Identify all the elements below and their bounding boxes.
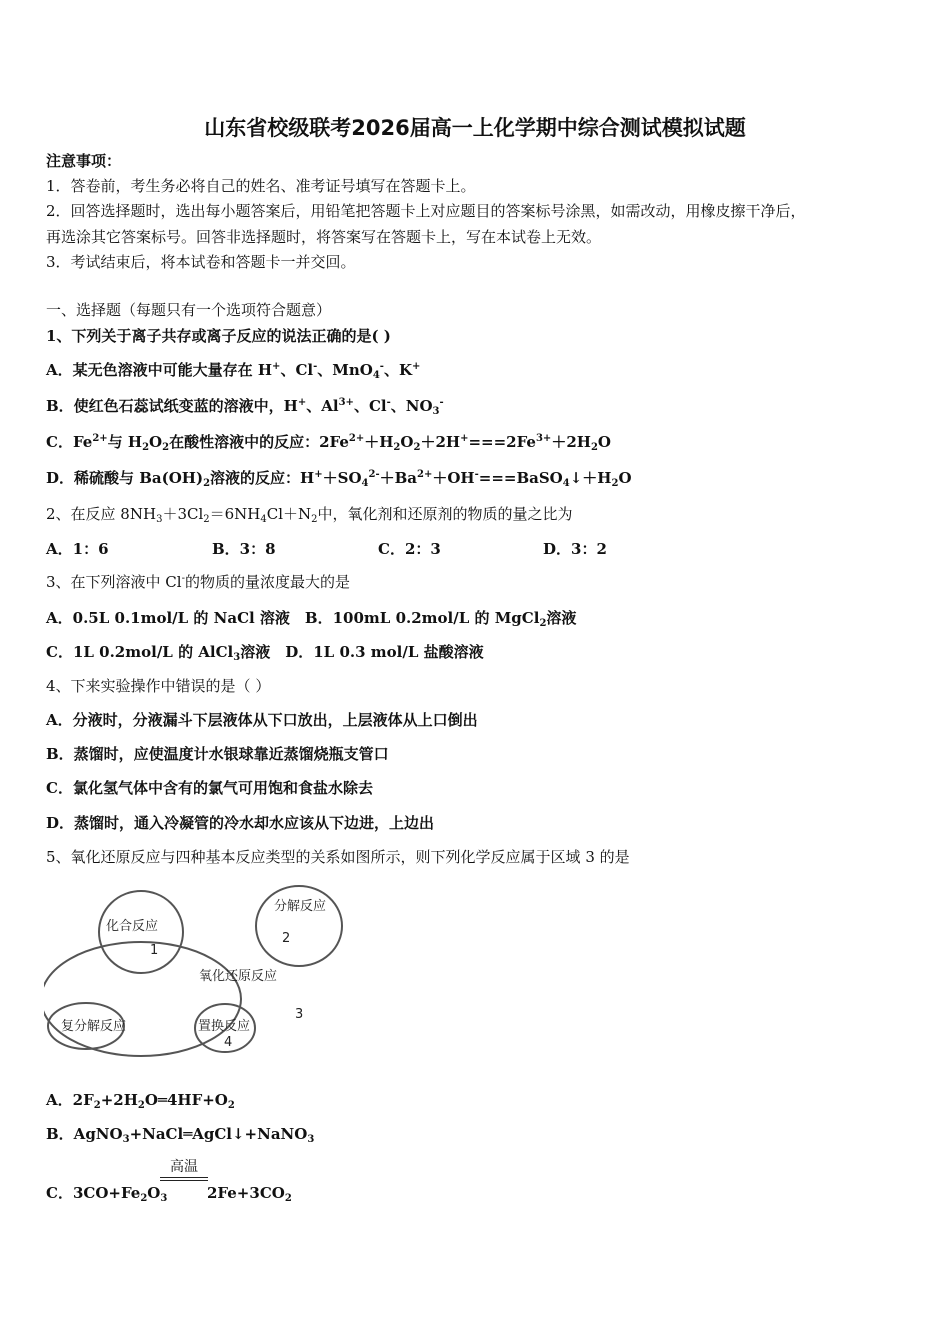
region-3-label: 3 xyxy=(295,1007,304,1022)
q5-option-b: B．AgNO$_3$+NaCl═AgCl↓+NaNO$_3$ xyxy=(46,1125,315,1145)
reaction-type-venn-diagram xyxy=(44,880,349,1060)
q1-option-a: A．某无色溶液中可能大量存在 H+、Cl-、MnO$_4$-、K+ xyxy=(46,361,421,381)
q1-option-b: B．使红色石蕊试纸变蓝的溶液中，H+、$Al^{3+}$、Cl-、$NO_3^-$ xyxy=(46,397,444,417)
q5-option-a: A．$2F_2+2H_2O═4HF+O_2$ xyxy=(46,1091,235,1111)
decomposition-circle xyxy=(256,886,342,966)
label-displacement: 置换反应 xyxy=(198,1019,251,1034)
q5-option-c: C．$3CO+Fe_2O_3$ xyxy=(46,1184,168,1204)
label-decomposition: 分解反应 xyxy=(274,899,327,914)
q4-option-c: C．氯化氢气体中含有的氯气可用饱和食盐水除去 xyxy=(46,779,373,797)
page-title: 山东省校级联考2026届高一上化学期中综合测试模拟试题 xyxy=(204,116,746,140)
notice-item: 再选涂其它答案标号。回答非选择题时，将答案写在答题卡上，写在本试卷上无效。 xyxy=(46,228,602,246)
q3-options-cd: C．1L 0.2mol/L 的 AlCl$_3$溶液 D．1L 0.3 mol/L 盐酸溶液 xyxy=(46,643,484,663)
question-3-stem: 3、在下列溶液中 Cl-的物质的量浓度最大的是 xyxy=(46,573,350,591)
region-1-label: 1 xyxy=(150,943,159,958)
q2-option-a: A．1：6 xyxy=(46,540,109,558)
q4-option-d: D．蒸馏时，通入冷凝管的冷水却水应该从下边进，上边出 xyxy=(46,814,435,832)
q1-option-c: C．$Fe^{2+}$与 $H_2O_2$在酸性溶液中的反应：$2Fe^{2+}+H_2O_2+2H^+===2Fe^{3+}+2H_2O$ xyxy=(46,433,611,453)
q3-options-ab: A．0.5L 0.1mol/L 的 NaCl 溶液 B．100mL 0.2mol/L 的 MgCl$_2$溶液 xyxy=(46,609,577,629)
label-double-displacement: 复分解反应 xyxy=(61,1019,127,1034)
section-heading: 一、选择题（每题只有一个选项符合题意） xyxy=(46,301,332,319)
redox-ellipse xyxy=(44,942,241,1056)
label-redox: 氧化还原反应 xyxy=(199,969,278,984)
question-1-stem: 1、下列关于离子共存或离子反应的说法正确的是( ) xyxy=(46,327,391,345)
question-5-stem: 5、氧化还原反应与四种基本反应类型的关系如图所示，则下列化学反应属于区域 3 的是 xyxy=(46,848,630,866)
notice-item: 1．答卷前，考生务必将自己的姓名、准考证号填写在答题卡上。 xyxy=(46,177,476,195)
notice-item: 2．回答选择题时，选出每小题答案后，用铅笔把答题卡上对应题目的答案标号涂黑，如需改动，用橡皮擦干净后， xyxy=(46,202,806,220)
q5-option-c-products: $2Fe+3CO_2$ xyxy=(207,1184,292,1204)
region-2-label: 2 xyxy=(282,931,291,946)
q4-option-b: B．蒸馏时，应使温度计水银球靠近蒸馏烧瓶支管口 xyxy=(46,745,389,763)
reaction-condition-high-temp: 高温 xyxy=(160,1156,208,1181)
notice-item: 3．考试结束后，将本试卷和答题卡一并交回。 xyxy=(46,253,356,271)
q2-option-b: B．3：8 xyxy=(212,540,276,558)
q2-option-c: C．2：3 xyxy=(378,540,441,558)
q2-option-d: D．3：2 xyxy=(543,540,607,558)
question-2-stem: 2、在反应 $8NH_3+3Cl_2=6NH_4Cl+N_2$中，氧化剂和还原剂的物质的量之比为 xyxy=(46,505,573,525)
q1-option-d: D．稀硫酸与 $Ba(OH)_2$溶液的反应：$H^++SO_4^{2-}+Ba^{2+}+OH^-===BaSO_4↓+H_2O$ xyxy=(46,469,632,489)
notice-heading: 注意事项： xyxy=(46,152,122,170)
q4-option-a: A．分液时，分液漏斗下层液体从下口放出，上层液体从上口倒出 xyxy=(46,711,478,729)
question-4-stem: 4、下来实验操作中错误的是（ ） xyxy=(46,677,271,695)
label-combination: 化合反应 xyxy=(106,919,159,934)
region-4-label: 4 xyxy=(224,1035,233,1050)
